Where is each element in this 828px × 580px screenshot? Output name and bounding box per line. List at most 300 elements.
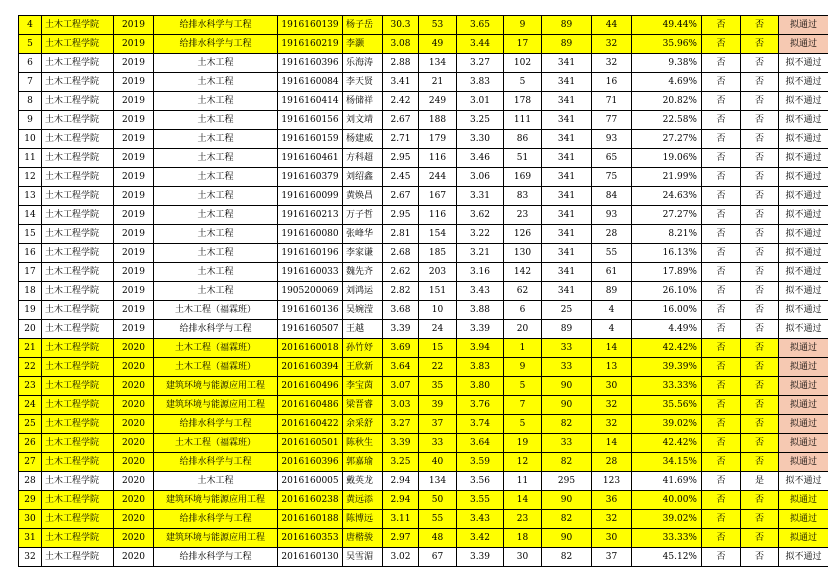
student-name-cell[interactable]: 乐海涛 <box>343 54 383 73</box>
student-name-cell[interactable]: 余采舒 <box>343 415 383 434</box>
result-cell[interactable]: 拟不通过 <box>779 472 828 491</box>
year-cell[interactable]: 2020 <box>114 453 154 472</box>
rank-cell[interactable]: 35 <box>419 377 457 396</box>
result-cell[interactable]: 拟通过 <box>779 35 828 54</box>
rank-cell[interactable]: 188 <box>419 111 457 130</box>
rank-cell[interactable]: 24 <box>419 320 457 339</box>
student-name-cell[interactable]: 陈秋生 <box>343 434 383 453</box>
row-number-cell[interactable]: 4 <box>19 16 42 35</box>
flag1-cell[interactable]: 否 <box>702 244 741 263</box>
score-cell[interactable]: 3.80 <box>457 377 504 396</box>
rank-cell[interactable]: 21 <box>419 73 457 92</box>
rank-cell[interactable]: 116 <box>419 149 457 168</box>
college-cell[interactable]: 土木工程学院 <box>42 434 114 453</box>
college-cell[interactable]: 土木工程学院 <box>42 358 114 377</box>
major-cell[interactable]: 土木工程 <box>154 472 278 491</box>
college-cell[interactable]: 土木工程学院 <box>42 225 114 244</box>
college-cell[interactable]: 土木工程学院 <box>42 301 114 320</box>
student-id-cell[interactable]: 2016160394 <box>278 358 343 377</box>
flag1-cell[interactable]: 否 <box>702 111 741 130</box>
gpa-cell[interactable]: 2.94 <box>383 491 419 510</box>
percent-cell[interactable]: 42.42% <box>632 339 702 358</box>
percent-cell[interactable]: 21.99% <box>632 168 702 187</box>
gpa-cell[interactable]: 3.64 <box>383 358 419 377</box>
college-cell[interactable]: 土木工程学院 <box>42 168 114 187</box>
college-cell[interactable]: 土木工程学院 <box>42 130 114 149</box>
gpa-cell[interactable]: 2.71 <box>383 130 419 149</box>
row-number-cell[interactable]: 18 <box>19 282 42 301</box>
student-name-cell[interactable]: 王越 <box>343 320 383 339</box>
student-id-cell[interactable]: 2016160501 <box>278 434 343 453</box>
total-cell[interactable]: 295 <box>542 472 592 491</box>
rank3-cell[interactable]: 32 <box>592 510 632 529</box>
row-number-cell[interactable]: 17 <box>19 263 42 282</box>
student-name-cell[interactable]: 黄远添 <box>343 491 383 510</box>
rank3-cell[interactable]: 61 <box>592 263 632 282</box>
rank-cell[interactable]: 10 <box>419 301 457 320</box>
flag1-cell[interactable]: 否 <box>702 320 741 339</box>
college-cell[interactable]: 土木工程学院 <box>42 111 114 130</box>
rank-cell[interactable]: 154 <box>419 225 457 244</box>
major-cell[interactable]: 土木工程 <box>154 111 278 130</box>
student-id-cell[interactable]: 1916160414 <box>278 92 343 111</box>
flag1-cell[interactable]: 否 <box>702 16 741 35</box>
college-cell[interactable]: 土木工程学院 <box>42 548 114 567</box>
student-id-cell[interactable]: 2016160188 <box>278 510 343 529</box>
score-cell[interactable]: 3.31 <box>457 187 504 206</box>
student-name-cell[interactable]: 李灏 <box>343 35 383 54</box>
flag1-cell[interactable]: 否 <box>702 54 741 73</box>
flag2-cell[interactable]: 否 <box>741 282 779 301</box>
rank3-cell[interactable]: 65 <box>592 149 632 168</box>
student-id-cell[interactable]: 2016160496 <box>278 377 343 396</box>
major-cell[interactable]: 给排水科学与工程 <box>154 548 278 567</box>
percent-cell[interactable]: 45.12% <box>632 548 702 567</box>
result-cell[interactable]: 拟不通过 <box>779 149 828 168</box>
score-cell[interactable]: 3.25 <box>457 111 504 130</box>
student-id-cell[interactable]: 1916160033 <box>278 263 343 282</box>
flag1-cell[interactable]: 否 <box>702 206 741 225</box>
major-cell[interactable]: 土木工程 <box>154 92 278 111</box>
rank3-cell[interactable]: 44 <box>592 16 632 35</box>
gpa-cell[interactable]: 3.27 <box>383 415 419 434</box>
gpa-cell[interactable]: 30.3 <box>383 16 419 35</box>
major-cell[interactable]: 土木工程 <box>154 130 278 149</box>
flag2-cell[interactable]: 否 <box>741 111 779 130</box>
student-name-cell[interactable]: 方科超 <box>343 149 383 168</box>
row-number-cell[interactable]: 15 <box>19 225 42 244</box>
rank2-cell[interactable]: 86 <box>504 130 542 149</box>
flag1-cell[interactable]: 否 <box>702 377 741 396</box>
flag2-cell[interactable]: 否 <box>741 491 779 510</box>
student-id-cell[interactable]: 2016160018 <box>278 339 343 358</box>
total-cell[interactable]: 82 <box>542 415 592 434</box>
score-cell[interactable]: 3.42 <box>457 529 504 548</box>
row-number-cell[interactable]: 22 <box>19 358 42 377</box>
total-cell[interactable]: 341 <box>542 54 592 73</box>
row-number-cell[interactable]: 24 <box>19 396 42 415</box>
student-id-cell[interactable]: 1916160139 <box>278 16 343 35</box>
result-cell[interactable]: 拟不通过 <box>779 187 828 206</box>
major-cell[interactable]: 给排水科学与工程 <box>154 453 278 472</box>
result-cell[interactable]: 拟不通过 <box>779 54 828 73</box>
percent-cell[interactable]: 16.13% <box>632 244 702 263</box>
result-cell[interactable]: 拟不通过 <box>779 130 828 149</box>
flag1-cell[interactable]: 否 <box>702 263 741 282</box>
row-number-cell[interactable]: 10 <box>19 130 42 149</box>
student-name-cell[interactable]: 郭嘉瑜 <box>343 453 383 472</box>
percent-cell[interactable]: 33.33% <box>632 529 702 548</box>
rank2-cell[interactable]: 7 <box>504 396 542 415</box>
student-id-cell[interactable]: 1916160099 <box>278 187 343 206</box>
gpa-cell[interactable]: 3.07 <box>383 377 419 396</box>
year-cell[interactable]: 2020 <box>114 358 154 377</box>
rank-cell[interactable]: 39 <box>419 396 457 415</box>
rank2-cell[interactable]: 111 <box>504 111 542 130</box>
total-cell[interactable]: 25 <box>542 301 592 320</box>
student-name-cell[interactable]: 李天贤 <box>343 73 383 92</box>
year-cell[interactable]: 2019 <box>114 187 154 206</box>
rank2-cell[interactable]: 17 <box>504 35 542 54</box>
student-id-cell[interactable]: 1916160136 <box>278 301 343 320</box>
gpa-cell[interactable]: 3.41 <box>383 73 419 92</box>
score-cell[interactable]: 3.59 <box>457 453 504 472</box>
rank2-cell[interactable]: 6 <box>504 301 542 320</box>
college-cell[interactable]: 土木工程学院 <box>42 491 114 510</box>
college-cell[interactable]: 土木工程学院 <box>42 263 114 282</box>
rank2-cell[interactable]: 1 <box>504 339 542 358</box>
college-cell[interactable]: 土木工程学院 <box>42 149 114 168</box>
total-cell[interactable]: 33 <box>542 358 592 377</box>
rank2-cell[interactable]: 9 <box>504 16 542 35</box>
result-cell[interactable]: 拟通过 <box>779 453 828 472</box>
rank3-cell[interactable]: 84 <box>592 187 632 206</box>
total-cell[interactable]: 33 <box>542 339 592 358</box>
flag1-cell[interactable]: 否 <box>702 415 741 434</box>
rank2-cell[interactable]: 12 <box>504 453 542 472</box>
gpa-cell[interactable]: 2.68 <box>383 244 419 263</box>
major-cell[interactable]: 给排水科学与工程 <box>154 320 278 339</box>
year-cell[interactable]: 2019 <box>114 130 154 149</box>
total-cell[interactable]: 341 <box>542 225 592 244</box>
student-id-cell[interactable]: 2016160238 <box>278 491 343 510</box>
result-cell[interactable]: 拟通过 <box>779 415 828 434</box>
gpa-cell[interactable]: 3.68 <box>383 301 419 320</box>
student-id-cell[interactable]: 1916160461 <box>278 149 343 168</box>
result-cell[interactable]: 拟通过 <box>779 16 828 35</box>
student-name-cell[interactable]: 吴婉滢 <box>343 301 383 320</box>
total-cell[interactable]: 89 <box>542 16 592 35</box>
rank3-cell[interactable]: 14 <box>592 339 632 358</box>
student-name-cell[interactable]: 梁晋睿 <box>343 396 383 415</box>
row-number-cell[interactable]: 9 <box>19 111 42 130</box>
student-id-cell[interactable]: 1916160507 <box>278 320 343 339</box>
college-cell[interactable]: 土木工程学院 <box>42 320 114 339</box>
rank-cell[interactable]: 179 <box>419 130 457 149</box>
percent-cell[interactable]: 34.15% <box>632 453 702 472</box>
rank3-cell[interactable]: 123 <box>592 472 632 491</box>
result-cell[interactable]: 拟通过 <box>779 358 828 377</box>
student-id-cell[interactable]: 1916160080 <box>278 225 343 244</box>
score-cell[interactable]: 3.46 <box>457 149 504 168</box>
flag1-cell[interactable]: 否 <box>702 282 741 301</box>
flag2-cell[interactable]: 否 <box>741 301 779 320</box>
college-cell[interactable]: 土木工程学院 <box>42 187 114 206</box>
score-cell[interactable]: 3.64 <box>457 434 504 453</box>
student-name-cell[interactable]: 刘绍鑫 <box>343 168 383 187</box>
percent-cell[interactable]: 24.63% <box>632 187 702 206</box>
rank3-cell[interactable]: 71 <box>592 92 632 111</box>
row-number-cell[interactable]: 25 <box>19 415 42 434</box>
year-cell[interactable]: 2020 <box>114 491 154 510</box>
result-cell[interactable]: 拟通过 <box>779 339 828 358</box>
flag1-cell[interactable]: 否 <box>702 73 741 92</box>
major-cell[interactable]: 土木工程 <box>154 168 278 187</box>
rank-cell[interactable]: 40 <box>419 453 457 472</box>
gpa-cell[interactable]: 2.45 <box>383 168 419 187</box>
student-name-cell[interactable]: 刘文靖 <box>343 111 383 130</box>
year-cell[interactable]: 2019 <box>114 168 154 187</box>
percent-cell[interactable]: 20.82% <box>632 92 702 111</box>
flag1-cell[interactable]: 否 <box>702 168 741 187</box>
rank-cell[interactable]: 15 <box>419 339 457 358</box>
student-name-cell[interactable]: 孙竹妤 <box>343 339 383 358</box>
rank2-cell[interactable]: 20 <box>504 320 542 339</box>
year-cell[interactable]: 2020 <box>114 377 154 396</box>
rank-cell[interactable]: 67 <box>419 548 457 567</box>
student-name-cell[interactable]: 戴英龙 <box>343 472 383 491</box>
score-cell[interactable]: 3.43 <box>457 282 504 301</box>
percent-cell[interactable]: 27.27% <box>632 130 702 149</box>
college-cell[interactable]: 土木工程学院 <box>42 282 114 301</box>
rank2-cell[interactable]: 126 <box>504 225 542 244</box>
percent-cell[interactable]: 35.56% <box>632 396 702 415</box>
row-number-cell[interactable]: 29 <box>19 491 42 510</box>
flag2-cell[interactable]: 否 <box>741 54 779 73</box>
gpa-cell[interactable]: 2.67 <box>383 187 419 206</box>
rank2-cell[interactable]: 5 <box>504 415 542 434</box>
gpa-cell[interactable]: 3.02 <box>383 548 419 567</box>
rank2-cell[interactable]: 142 <box>504 263 542 282</box>
major-cell[interactable]: 给排水科学与工程 <box>154 16 278 35</box>
row-number-cell[interactable]: 13 <box>19 187 42 206</box>
college-cell[interactable]: 土木工程学院 <box>42 35 114 54</box>
result-cell[interactable]: 拟不通过 <box>779 548 828 567</box>
major-cell[interactable]: 给排水科学与工程 <box>154 35 278 54</box>
total-cell[interactable]: 341 <box>542 168 592 187</box>
percent-cell[interactable]: 9.38% <box>632 54 702 73</box>
result-cell[interactable]: 拟不通过 <box>779 73 828 92</box>
rank3-cell[interactable]: 32 <box>592 35 632 54</box>
major-cell[interactable]: 土木工程（福霖班） <box>154 358 278 377</box>
rank-cell[interactable]: 22 <box>419 358 457 377</box>
flag1-cell[interactable]: 否 <box>702 187 741 206</box>
student-name-cell[interactable]: 刘鸿运 <box>343 282 383 301</box>
gpa-cell[interactable]: 2.97 <box>383 529 419 548</box>
total-cell[interactable]: 82 <box>542 510 592 529</box>
student-name-cell[interactable]: 李宝茵 <box>343 377 383 396</box>
result-cell[interactable]: 拟不通过 <box>779 92 828 111</box>
row-number-cell[interactable]: 7 <box>19 73 42 92</box>
row-number-cell[interactable]: 19 <box>19 301 42 320</box>
rank-cell[interactable]: 167 <box>419 187 457 206</box>
gpa-cell[interactable]: 2.95 <box>383 206 419 225</box>
score-cell[interactable]: 3.30 <box>457 130 504 149</box>
gpa-cell[interactable]: 3.39 <box>383 320 419 339</box>
flag2-cell[interactable]: 否 <box>741 244 779 263</box>
flag2-cell[interactable]: 否 <box>741 187 779 206</box>
year-cell[interactable]: 2019 <box>114 282 154 301</box>
score-cell[interactable]: 3.44 <box>457 35 504 54</box>
score-cell[interactable]: 3.83 <box>457 73 504 92</box>
rank2-cell[interactable]: 130 <box>504 244 542 263</box>
rank3-cell[interactable]: 32 <box>592 54 632 73</box>
flag2-cell[interactable]: 否 <box>741 168 779 187</box>
total-cell[interactable]: 341 <box>542 244 592 263</box>
flag1-cell[interactable]: 否 <box>702 339 741 358</box>
flag2-cell[interactable]: 否 <box>741 529 779 548</box>
percent-cell[interactable]: 42.42% <box>632 434 702 453</box>
row-number-cell[interactable]: 5 <box>19 35 42 54</box>
rank2-cell[interactable]: 51 <box>504 149 542 168</box>
rank-cell[interactable]: 151 <box>419 282 457 301</box>
rank-cell[interactable]: 33 <box>419 434 457 453</box>
score-cell[interactable]: 3.16 <box>457 263 504 282</box>
year-cell[interactable]: 2019 <box>114 73 154 92</box>
college-cell[interactable]: 土木工程学院 <box>42 510 114 529</box>
rank2-cell[interactable]: 102 <box>504 54 542 73</box>
flag1-cell[interactable]: 否 <box>702 130 741 149</box>
score-cell[interactable]: 3.39 <box>457 320 504 339</box>
rank3-cell[interactable]: 32 <box>592 396 632 415</box>
college-cell[interactable]: 土木工程学院 <box>42 73 114 92</box>
percent-cell[interactable]: 27.27% <box>632 206 702 225</box>
major-cell[interactable]: 建筑环境与能源应用工程 <box>154 491 278 510</box>
rank-cell[interactable]: 185 <box>419 244 457 263</box>
score-cell[interactable]: 3.88 <box>457 301 504 320</box>
row-number-cell[interactable]: 14 <box>19 206 42 225</box>
year-cell[interactable]: 2019 <box>114 244 154 263</box>
student-id-cell[interactable]: 1916160196 <box>278 244 343 263</box>
student-name-cell[interactable]: 李家谦 <box>343 244 383 263</box>
row-number-cell[interactable]: 12 <box>19 168 42 187</box>
rank2-cell[interactable]: 9 <box>504 358 542 377</box>
score-cell[interactable]: 3.76 <box>457 396 504 415</box>
rank3-cell[interactable]: 30 <box>592 377 632 396</box>
flag1-cell[interactable]: 否 <box>702 225 741 244</box>
row-number-cell[interactable]: 28 <box>19 472 42 491</box>
major-cell[interactable]: 土木工程（福霖班） <box>154 301 278 320</box>
score-cell[interactable]: 3.56 <box>457 472 504 491</box>
flag2-cell[interactable]: 否 <box>741 358 779 377</box>
flag2-cell[interactable]: 否 <box>741 16 779 35</box>
major-cell[interactable]: 土木工程 <box>154 149 278 168</box>
row-number-cell[interactable]: 26 <box>19 434 42 453</box>
flag1-cell[interactable]: 否 <box>702 472 741 491</box>
rank2-cell[interactable]: 23 <box>504 206 542 225</box>
rank3-cell[interactable]: 93 <box>592 206 632 225</box>
percent-cell[interactable]: 39.02% <box>632 510 702 529</box>
score-cell[interactable]: 3.39 <box>457 548 504 567</box>
college-cell[interactable]: 土木工程学院 <box>42 16 114 35</box>
rank3-cell[interactable]: 89 <box>592 282 632 301</box>
student-name-cell[interactable]: 万子哲 <box>343 206 383 225</box>
rank3-cell[interactable]: 14 <box>592 434 632 453</box>
student-name-cell[interactable]: 唐楷骏 <box>343 529 383 548</box>
rank-cell[interactable]: 55 <box>419 510 457 529</box>
rank2-cell[interactable]: 23 <box>504 510 542 529</box>
score-cell[interactable]: 3.83 <box>457 358 504 377</box>
student-id-cell[interactable]: 1916160084 <box>278 73 343 92</box>
year-cell[interactable]: 2020 <box>114 339 154 358</box>
flag2-cell[interactable]: 是 <box>741 472 779 491</box>
major-cell[interactable]: 土木工程 <box>154 263 278 282</box>
row-number-cell[interactable]: 11 <box>19 149 42 168</box>
result-cell[interactable]: 拟不通过 <box>779 301 828 320</box>
major-cell[interactable]: 土木工程 <box>154 225 278 244</box>
total-cell[interactable]: 90 <box>542 529 592 548</box>
percent-cell[interactable]: 22.58% <box>632 111 702 130</box>
gpa-cell[interactable]: 3.11 <box>383 510 419 529</box>
college-cell[interactable]: 土木工程学院 <box>42 396 114 415</box>
total-cell[interactable]: 341 <box>542 149 592 168</box>
flag1-cell[interactable]: 否 <box>702 548 741 567</box>
major-cell[interactable]: 土木工程（福霖班） <box>154 339 278 358</box>
year-cell[interactable]: 2019 <box>114 301 154 320</box>
major-cell[interactable]: 土木工程 <box>154 282 278 301</box>
student-name-cell[interactable]: 杨建威 <box>343 130 383 149</box>
student-name-cell[interactable]: 吴雪湄 <box>343 548 383 567</box>
student-id-cell[interactable]: 2016160005 <box>278 472 343 491</box>
year-cell[interactable]: 2019 <box>114 225 154 244</box>
flag2-cell[interactable]: 否 <box>741 263 779 282</box>
flag2-cell[interactable]: 否 <box>741 548 779 567</box>
student-name-cell[interactable]: 黄焕昌 <box>343 187 383 206</box>
rank3-cell[interactable]: 75 <box>592 168 632 187</box>
row-number-cell[interactable]: 31 <box>19 529 42 548</box>
flag2-cell[interactable]: 否 <box>741 415 779 434</box>
percent-cell[interactable]: 35.96% <box>632 35 702 54</box>
college-cell[interactable]: 土木工程学院 <box>42 339 114 358</box>
result-cell[interactable]: 拟不通过 <box>779 244 828 263</box>
total-cell[interactable]: 82 <box>542 453 592 472</box>
gpa-cell[interactable]: 3.69 <box>383 339 419 358</box>
year-cell[interactable]: 2020 <box>114 472 154 491</box>
year-cell[interactable]: 2019 <box>114 320 154 339</box>
flag2-cell[interactable]: 否 <box>741 35 779 54</box>
flag2-cell[interactable]: 否 <box>741 149 779 168</box>
year-cell[interactable]: 2019 <box>114 35 154 54</box>
score-cell[interactable]: 3.06 <box>457 168 504 187</box>
major-cell[interactable]: 土木工程 <box>154 54 278 73</box>
student-name-cell[interactable]: 杨储祥 <box>343 92 383 111</box>
rank-cell[interactable]: 134 <box>419 54 457 73</box>
college-cell[interactable]: 土木工程学院 <box>42 415 114 434</box>
major-cell[interactable]: 给排水科学与工程 <box>154 510 278 529</box>
flag1-cell[interactable]: 否 <box>702 35 741 54</box>
rank3-cell[interactable]: 13 <box>592 358 632 377</box>
rank3-cell[interactable]: 28 <box>592 453 632 472</box>
rank2-cell[interactable]: 169 <box>504 168 542 187</box>
rank3-cell[interactable]: 55 <box>592 244 632 263</box>
score-cell[interactable]: 3.65 <box>457 16 504 35</box>
percent-cell[interactable]: 4.49% <box>632 320 702 339</box>
score-cell[interactable]: 3.74 <box>457 415 504 434</box>
row-number-cell[interactable]: 8 <box>19 92 42 111</box>
college-cell[interactable]: 土木工程学院 <box>42 206 114 225</box>
percent-cell[interactable]: 39.39% <box>632 358 702 377</box>
row-number-cell[interactable]: 16 <box>19 244 42 263</box>
